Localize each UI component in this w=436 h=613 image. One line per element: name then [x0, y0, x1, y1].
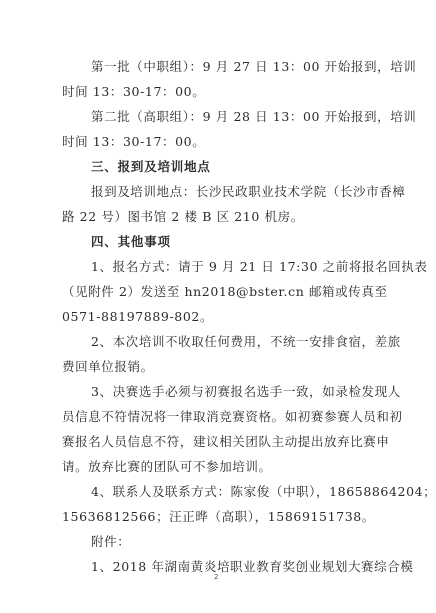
schedule-batch1-time: 时间 13：30-17：00。 — [62, 84, 206, 99]
item3-line3: 赛报名人员信息不符，建议相关团队主动提出放弃比赛申 — [62, 434, 390, 449]
schedule-batch2-line: 第二批（高职组）：9 月 28 日 13：00 开始报到，培训 — [91, 109, 417, 124]
item3-line1: 3、决赛选手必须与初赛报名选手一致，如录检发现人 — [91, 384, 401, 399]
section-heading-location: 三、报到及培训地点 — [91, 159, 211, 174]
attachments-heading: 附件： — [91, 534, 131, 549]
section-heading-other: 四、其他事项 — [91, 234, 171, 249]
item3-line2: 员信息不符情况将一律取消竞赛资格。如初赛参赛人员和初 — [62, 409, 403, 424]
item4-line1: 4、联系人及联系方式：陈家俊（中职），18658864204； — [91, 484, 436, 499]
page-number: 2 — [214, 573, 219, 581]
item1-line3: 0571-88197889-802。 — [62, 309, 214, 324]
attachment1-line: 1、2018 年湖南黄炎培职业教育奖创业规划大赛综合模 — [91, 559, 414, 574]
item2-line2: 费回单位报销。 — [62, 359, 154, 374]
item2-line1: 2、本次培训不收取任何费用，不统一安排食宿，差旅 — [91, 334, 401, 349]
location-paragraph-line2: 路 22 号）图书馆 2 楼 B 区 210 机房。 — [62, 209, 304, 224]
schedule-batch1-line: 第一批（中职组）：9 月 27 日 13：00 开始报到，培训 — [91, 59, 417, 74]
schedule-batch2-time: 时间 13：30-17：00。 — [62, 134, 206, 149]
item3-line4: 请。放弃比赛的团队可不参加培训。 — [62, 459, 272, 474]
item1-line1: 1、报名方式：请于 9 月 21 日 17:30 之前将报名回执表 — [91, 259, 428, 274]
item1-line2: （见附件 2）发送至 hn2018@bster.cn 邮箱或传真至 — [62, 284, 388, 299]
location-paragraph-line1: 报到及培训地点：长沙民政职业技术学院（长沙市香樟 — [91, 184, 406, 199]
item4-line2: 15636812566；汪正晔（高职），15869151738。 — [62, 509, 375, 524]
